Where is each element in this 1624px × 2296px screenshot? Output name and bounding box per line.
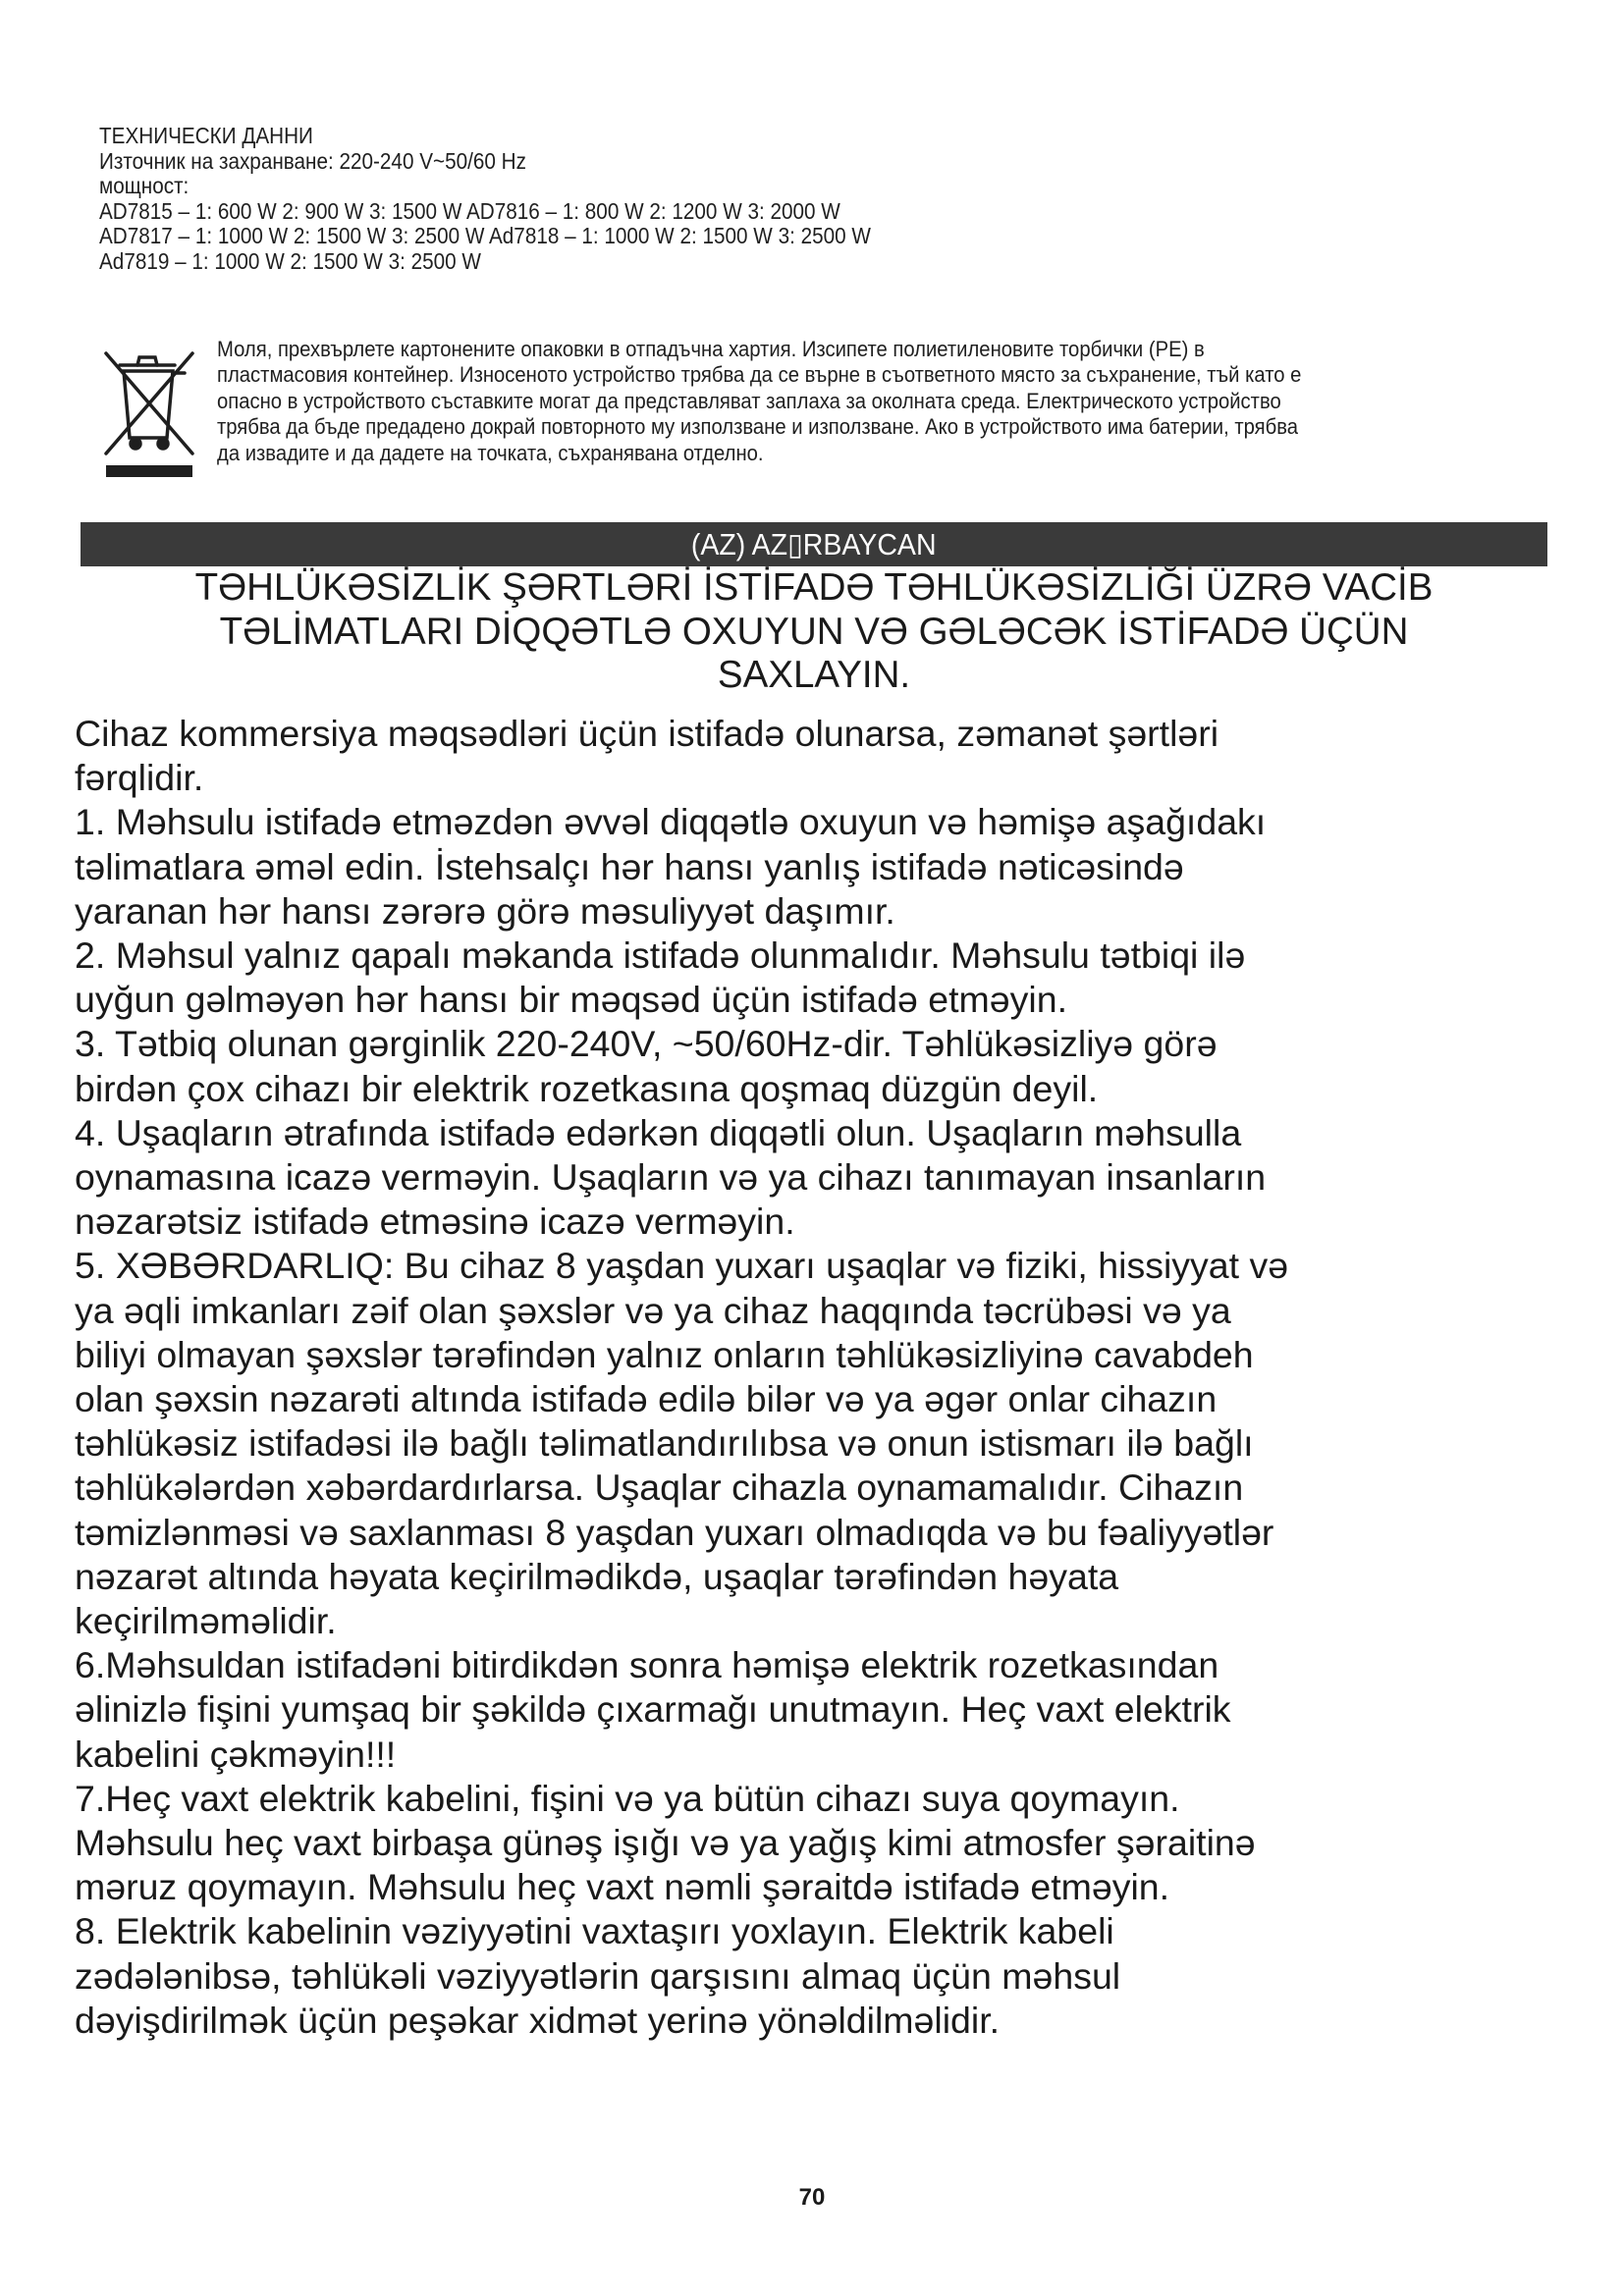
body-line: 5. XƏBƏRDARLIQ: Bu cihaz 8 yaşdan yuxarı uşaqlar və fiziki, hissiyyat və [75,1245,1289,1287]
disposal-line: пластмасовия контейнер. Износеното устройство трябва да се върне в съответното място за съхранение, тъй като е [217,362,1302,388]
disposal-line: да извадите и да дадете на точката, съхранявана отделно. [217,440,764,465]
heading-line: TƏLİMATLARI DİQQƏTLƏ OXUYUN VƏ GƏLƏCƏK İSTİFADƏ ÜÇÜN [219,610,1409,653]
body-line: Cihaz kommersiya məqsədləri üçün istifadə olunarsa, zəmanət şərtləri [75,713,1219,754]
body-line: uyğun gəlməyən hər hansı bir məqsəd üçün istifadə etməyin. [75,979,1067,1021]
tech-line: Източник на захранване: 220-240 V~50/60 Hz [99,147,526,174]
disposal-line: опасно в устройството съставките могат да представляват заплаха за околната среда. Електрическото устройство [217,388,1281,413]
tech-line: Ad7819 – 1: 1000 W 2: 1500 W 3: 2500 W [99,247,481,274]
body-line: kabelini çəkməyin!!! [75,1733,397,1775]
body-line: təhlükəsiz istifadəsi ilə bağlı təlimatlandırılıbsa və onun istismarı ilə bağlı [75,1422,1254,1465]
body-line: birdən çox cihazı bir elektrik rozetkasına qoşmaq düzgün deyil. [75,1067,1099,1109]
tech-line: ТЕХНИЧЕСКИ ДАННИ [99,123,313,148]
body-line: olan şəxsin nəzarəti altında istifadə edilə bilər və ya əgər onlar cihazın [75,1378,1218,1420]
body-line: 7.Heç vaxt elektrik kabelini, fişini və ya bütün cihazı suya qoymayın. [75,1777,1180,1819]
body-line: nəzarət altında həyata keçirilmədikdə, uşaqlar tərəfindən həyata [75,1555,1119,1597]
tech-line: мощност: [99,173,189,198]
body-line: təlimatlara əməl edin. İstehsalçı hər hansı yanlış istifadə nəticəsində [75,845,1184,887]
disposal-line: Моля, прехвърлете картонените опаковки в отпадъчна хартия. Изсипете полиетиленовите торбички (PE) в [217,337,1205,361]
body-line: 1. Məhsulu istifadə etməzdən əvvəl diqqətlə oxuyun və həmişə aşağıdakı [75,801,1267,843]
language-section-label: (AZ) AZ▯RBAYCAN [691,527,937,561]
body-line: fərqlidir. [75,757,204,799]
safety-instructions [75,712,1547,2043]
body-line: əlinizlə fişini yumşaq bir şəkildə çıxarmağı unutmayın. Heç vaxt elektrik [75,1688,1231,1731]
body-line: Məhsulu heç vaxt birbaşa günəş işığı və ya yağış kimi atmosfer şəraitinə [75,1822,1256,1864]
body-line: keçirilməməlidir. [75,1600,337,1642]
body-line: nəzarətsiz istifadə etməsinə icazə verməyin. [75,1201,795,1243]
disposal-line: трябва да бъде предадено докрай повторното му използване и използване. Ако в устройството има батерии, трябва [217,414,1299,440]
body-line: təhlükələrdən xəbərdardırlarsa. Uşaqlar cihazla oynamamalıdır. Cihazın [75,1467,1244,1509]
page-number: 70 [798,2184,826,2211]
body-line: 2. Məhsul yalnız qapalı məkanda istifadə olunmalıdır. Məhsulu tətbiqi ilə [75,934,1246,977]
body-line: məruz qoymayın. Məhsulu heç vaxt nəmli şəraitdə istifadə etməyin. [75,1866,1170,1908]
body-line: biliyi olmayan şəxslər tərəfindən yalnız onların təhlükəsizliyinə cavabdeh [75,1333,1254,1375]
technical-data-block [99,124,1533,274]
body-line: dəyişdirilmək üçün peşəkar xidmət yerinə yönəldilməlidir. [75,1999,1001,2041]
tech-line: AD7817 – 1: 1000 W 2: 1500 W 3: 2500 W Ad7818 – 1: 1000 W 2: 1500 W 3: 2500 W [99,223,871,248]
crossed-out-wheelie-bin-icon [98,344,200,481]
body-line: ya əqli imkanları zəif olan şəxslər və ya cihaz haqqında təcrübəsi və ya [75,1289,1231,1331]
body-line: zədələnibsə, təhlükəli vəziyyətlərin qarşısını almaq üçün məhsul [75,1954,1121,1997]
disposal-notice [217,337,1543,466]
body-line: 6.Məhsuldan istifadəni bitirdikdən sonra həmişə elektrik rozetkasından [75,1644,1219,1686]
body-line: 4. Uşaqların ətrafında istifadə edərkən diqqətli olun. Uşaqların məhsulla [75,1111,1242,1153]
body-line: oynamasına icazə verməyin. Uşaqların və ya cihazı tanımayan insanların [75,1156,1267,1199]
language-section-banner [81,522,1547,566]
tech-line: AD7815 – 1: 600 W 2: 900 W 3: 1500 W AD7816 – 1: 800 W 2: 1200 W 3: 2000 W [99,197,840,224]
body-line: təmizlənməsi və saxlanması 8 yaşdan yuxarı olmadıqda və bu fəaliyyətlər [75,1511,1274,1553]
body-line: 3. Tətbiq olunan gərginlik 220-240V, ~50/60Hz-dir. Təhlükəsizliyə görə [75,1023,1218,1065]
heading-line: TƏHLÜKƏSİZLİK ŞƏRTLƏRİ İSTİFADƏ TƏHLÜKƏSİZLİĞİ ÜZRƏ VACİB [194,566,1434,609]
body-line: 8. Elektrik kabelinin vəziyyətini vaxtaşırı yoxlayın. Elektrik kabeli [75,1910,1114,1952]
body-line: yaranan hər hansı zərərə görə məsuliyyət daşımır. [75,889,895,932]
safety-heading [81,566,1547,698]
heading-line: SAXLAYIN. [717,654,911,696]
